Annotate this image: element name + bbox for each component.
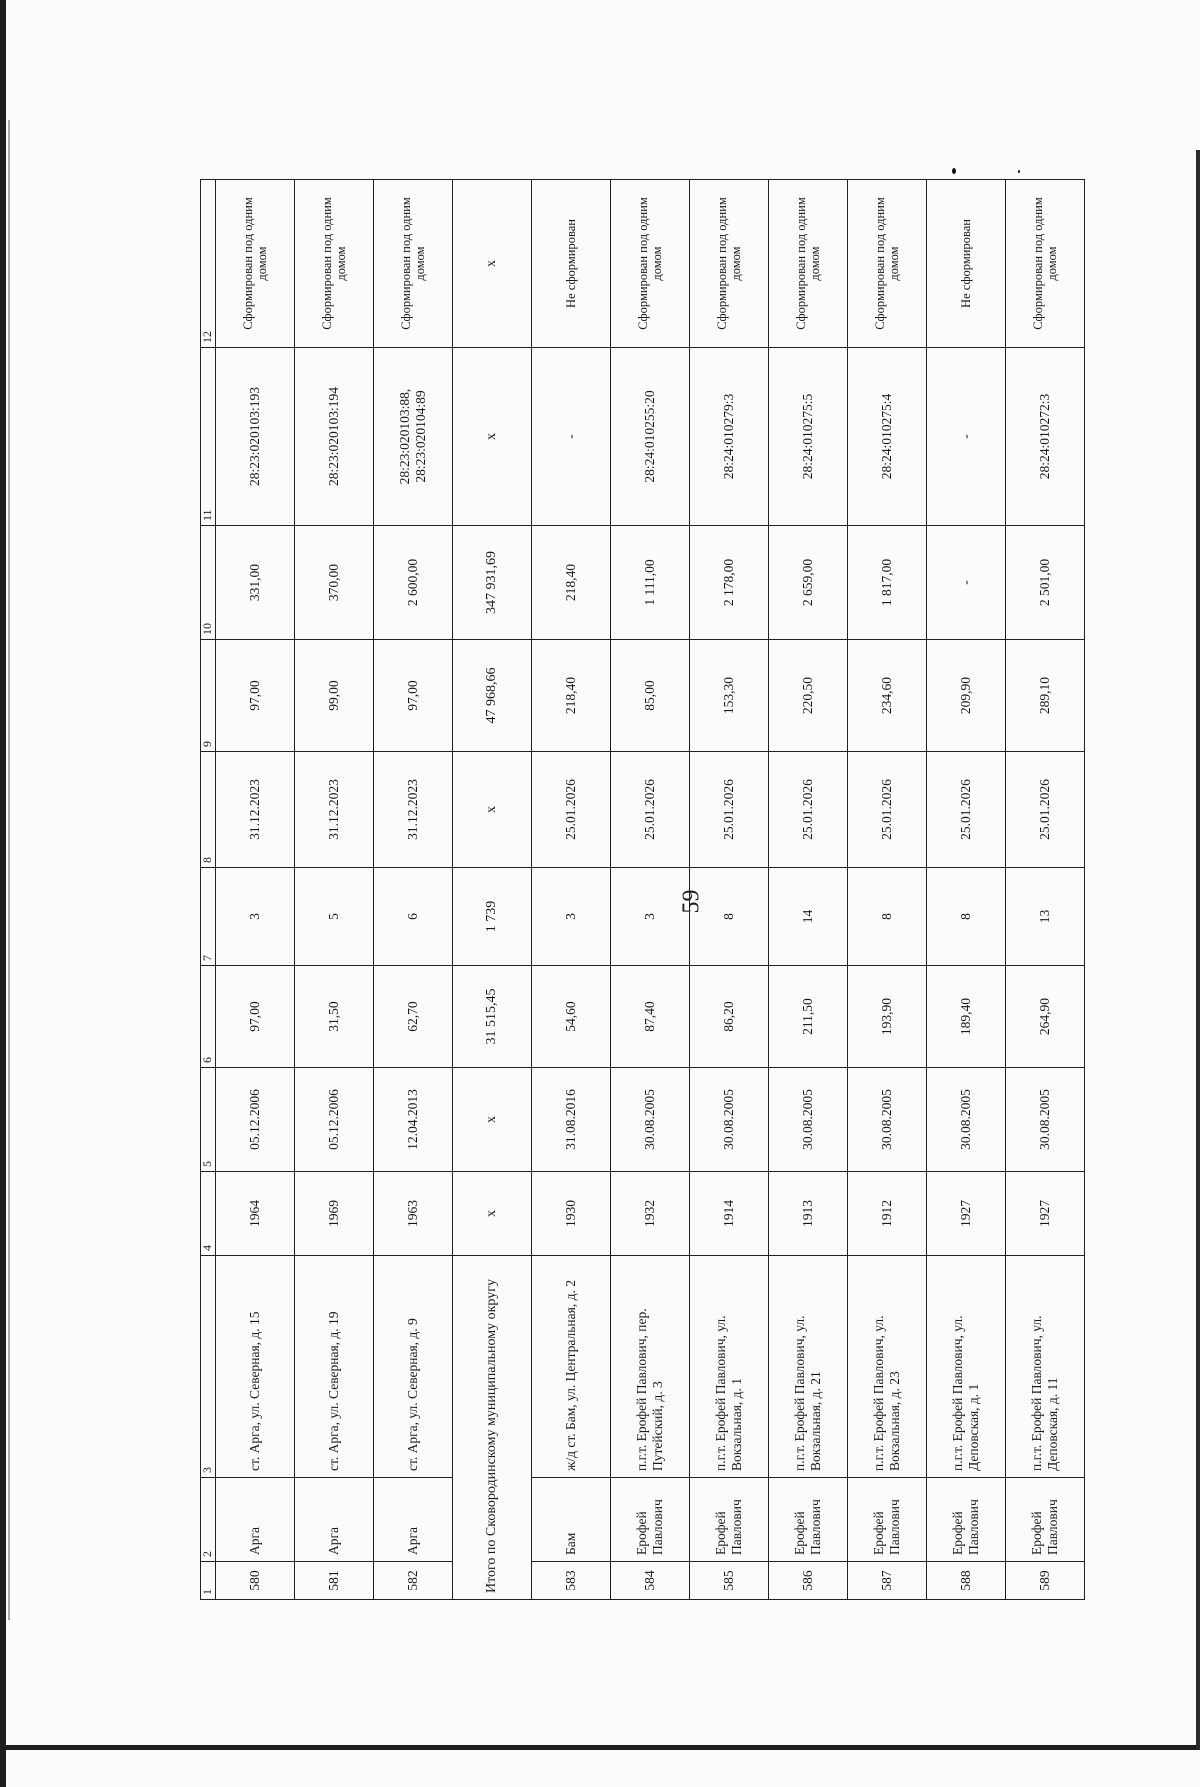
scan-speck — [952, 168, 956, 174]
table-row — [848, 180, 927, 1600]
total-label: Итого по Сковородинскому муниципальному округу — [453, 1256, 532, 1600]
area3-cell: - — [927, 526, 1006, 640]
cadastral-cell: x — [453, 348, 532, 526]
row-number: 588 — [927, 1562, 1006, 1600]
table-row — [927, 180, 1006, 1600]
residents-cell: 8 — [690, 868, 769, 966]
cadastral-cell: 28:24:010275:4 — [848, 348, 927, 526]
deadline-cell: 25.01.2026 — [532, 752, 611, 868]
area2-cell: 99,00 — [295, 640, 374, 752]
area3-cell: 2 178,00 — [690, 526, 769, 640]
column-number: 5 — [201, 1068, 216, 1172]
area-cell: 189,40 — [927, 966, 1006, 1068]
address-cell: п.г.т. Ерофей Павлович, ул. Деповская, д. 11 — [1006, 1256, 1085, 1478]
column-number: 4 — [201, 1172, 216, 1256]
column-number: 10 — [201, 526, 216, 640]
table-row — [216, 180, 295, 1600]
residents-cell: 1 739 — [453, 868, 532, 966]
residents-cell: 3 — [611, 868, 690, 966]
area2-cell: 85,00 — [611, 640, 690, 752]
locality-cell: Арга — [216, 1478, 295, 1562]
year-cell: 1964 — [216, 1172, 295, 1256]
scan-edge-left — [0, 0, 6, 1787]
locality-cell: Ерофей Павлович — [769, 1478, 848, 1562]
status-cell: Сформирован под одним домом — [769, 180, 848, 348]
deadline-cell: 25.01.2026 — [848, 752, 927, 868]
area-cell: 87,40 — [611, 966, 690, 1068]
locality-cell: Ерофей Павлович — [927, 1478, 1006, 1562]
area-cell: 86,20 — [690, 966, 769, 1068]
area-cell: 193,90 — [848, 966, 927, 1068]
address-cell: п.г.т. Ерофей Павлович, ул. Деповская, д. 1 — [927, 1256, 1006, 1478]
status-cell: Сформирован под одним домом — [295, 180, 374, 348]
locality-cell: Арга — [374, 1478, 453, 1562]
housing-table — [200, 179, 1085, 1600]
deadline-cell: 25.01.2026 — [1006, 752, 1085, 868]
rotated-table-container — [200, 180, 1080, 1600]
date-cell: 30.08.2005 — [690, 1068, 769, 1172]
status-cell: Сформирован под одним домом — [848, 180, 927, 348]
cadastral-cell: 28:24:010279:3 — [690, 348, 769, 526]
year-cell: 1927 — [1006, 1172, 1085, 1256]
table-row — [532, 180, 611, 1600]
year-cell: 1913 — [769, 1172, 848, 1256]
area3-cell: 2 659,00 — [769, 526, 848, 640]
deadline-cell: 25.01.2026 — [690, 752, 769, 868]
area2-cell: 234,60 — [848, 640, 927, 752]
column-number: 8 — [201, 752, 216, 868]
status-cell: Не сформирован — [532, 180, 611, 348]
residents-cell: 5 — [295, 868, 374, 966]
row-number: 585 — [690, 1562, 769, 1600]
table-row — [295, 180, 374, 1600]
column-number: 7 — [201, 868, 216, 966]
date-cell: 30.08.2005 — [848, 1068, 927, 1172]
area3-cell: 2 501,00 — [1006, 526, 1085, 640]
year-cell: 1930 — [532, 1172, 611, 1256]
address-cell: ст. Арга, ул. Северная, д. 19 — [295, 1256, 374, 1478]
address-cell: п.г.т. Ерофей Павлович, ул. Вокзальная, д. 23 — [848, 1256, 927, 1478]
area-cell: 264,90 — [1006, 966, 1085, 1068]
area-cell: 62,70 — [374, 966, 453, 1068]
status-cell: Сформирован под одним домом — [690, 180, 769, 348]
area2-cell: 97,00 — [216, 640, 295, 752]
column-number-row — [201, 180, 216, 1600]
locality-cell: Ерофей Павлович — [1006, 1478, 1085, 1562]
address-cell: ст. Арга, ул. Северная, д. 9 — [374, 1256, 453, 1478]
status-cell: Сформирован под одним домом — [216, 180, 295, 348]
date-cell: 12.04.2013 — [374, 1068, 453, 1172]
date-cell: 30.08.2005 — [611, 1068, 690, 1172]
area3-cell: 1 817,00 — [848, 526, 927, 640]
cadastral-cell: - — [532, 348, 611, 526]
date-cell: 05.12.2006 — [295, 1068, 374, 1172]
residents-cell: 8 — [927, 868, 1006, 966]
row-number: 586 — [769, 1562, 848, 1600]
deadline-cell: 25.01.2026 — [611, 752, 690, 868]
date-cell: 30.08.2005 — [927, 1068, 1006, 1172]
cadastral-cell: - — [927, 348, 1006, 526]
deadline-cell: 31.12.2023 — [216, 752, 295, 868]
row-number: 580 — [216, 1562, 295, 1600]
area2-cell: 209,90 — [927, 640, 1006, 752]
year-cell: x — [453, 1172, 532, 1256]
table-row — [690, 180, 769, 1600]
scan-edge-right — [1196, 150, 1200, 1750]
cadastral-cell: 28:23:020103:88, 28:23:020104:89 — [374, 348, 453, 526]
scan-speck — [1018, 170, 1020, 173]
table-row — [374, 180, 453, 1600]
deadline-cell: 25.01.2026 — [769, 752, 848, 868]
year-cell: 1932 — [611, 1172, 690, 1256]
cadastral-cell: 28:24:010275:5 — [769, 348, 848, 526]
total-row — [453, 180, 532, 1600]
date-cell: x — [453, 1068, 532, 1172]
deadline-cell: 31.12.2023 — [295, 752, 374, 868]
table-row — [1006, 180, 1085, 1600]
area2-cell: 47 968,66 — [453, 640, 532, 752]
area3-cell: 331,00 — [216, 526, 295, 640]
scan-edge-shadow — [8, 120, 10, 1620]
area3-cell: 1 111,00 — [611, 526, 690, 640]
address-cell: ж/д ст. Бам, ул. Центральная, д. 2 — [532, 1256, 611, 1478]
area-cell: 31 515,45 — [453, 966, 532, 1068]
area3-cell: 347 931,69 — [453, 526, 532, 640]
area-cell: 31,50 — [295, 966, 374, 1068]
residents-cell: 3 — [216, 868, 295, 966]
status-cell: x — [453, 180, 532, 348]
date-cell: 30.08.2005 — [1006, 1068, 1085, 1172]
area2-cell: 218,40 — [532, 640, 611, 752]
status-cell: Сформирован под одним домом — [374, 180, 453, 348]
row-number: 582 — [374, 1562, 453, 1600]
residents-cell: 8 — [848, 868, 927, 966]
address-cell: п.г.т. Ерофей Павлович, пер. Путейский, д. 3 — [611, 1256, 690, 1478]
column-number: 12 — [201, 180, 216, 348]
address-cell: п.г.т. Ерофей Павлович, ул. Вокзальная, д. 21 — [769, 1256, 848, 1478]
column-number: 6 — [201, 966, 216, 1068]
status-cell: Сформирован под одним домом — [611, 180, 690, 348]
date-cell: 31.08.2016 — [532, 1068, 611, 1172]
locality-cell: Ерофей Павлович — [848, 1478, 927, 1562]
deadline-cell: x — [453, 752, 532, 868]
residents-cell: 6 — [374, 868, 453, 966]
address-cell: п.г.т. Ерофей Павлович, ул. Вокзальная, д. 1 — [690, 1256, 769, 1478]
deadline-cell: 31.12.2023 — [374, 752, 453, 868]
locality-cell: Ерофей Павлович — [690, 1478, 769, 1562]
area-cell: 54,60 — [532, 966, 611, 1068]
row-number: 581 — [295, 1562, 374, 1600]
area2-cell: 220,50 — [769, 640, 848, 752]
row-number: 584 — [611, 1562, 690, 1600]
cadastral-cell: 28:23:020103:194 — [295, 348, 374, 526]
cadastral-cell: 28:23:020103:193 — [216, 348, 295, 526]
area3-cell: 370,00 — [295, 526, 374, 640]
year-cell: 1969 — [295, 1172, 374, 1256]
address-cell: ст. Арга, ул. Северная, д. 15 — [216, 1256, 295, 1478]
deadline-cell: 25.01.2026 — [927, 752, 1006, 868]
column-number: 1 — [201, 1562, 216, 1600]
row-number: 583 — [532, 1562, 611, 1600]
year-cell: 1914 — [690, 1172, 769, 1256]
locality-cell: Арга — [295, 1478, 374, 1562]
column-number: 2 — [201, 1478, 216, 1562]
date-cell: 30.08.2005 — [769, 1068, 848, 1172]
page-number: 59 — [678, 889, 705, 913]
area3-cell: 218,40 — [532, 526, 611, 640]
residents-cell: 14 — [769, 868, 848, 966]
locality-cell: Ерофей Павлович — [611, 1478, 690, 1562]
year-cell: 1963 — [374, 1172, 453, 1256]
area2-cell: 97,00 — [374, 640, 453, 752]
date-cell: 05.12.2006 — [216, 1068, 295, 1172]
residents-cell: 13 — [1006, 868, 1085, 966]
residents-cell: 3 — [532, 868, 611, 966]
cadastral-cell: 28:24:010255:20 — [611, 348, 690, 526]
area2-cell: 289,10 — [1006, 640, 1085, 752]
area-cell: 211,50 — [769, 966, 848, 1068]
row-number: 589 — [1006, 1562, 1085, 1600]
column-number: 9 — [201, 640, 216, 752]
table-row — [611, 180, 690, 1600]
locality-cell: Бам — [532, 1478, 611, 1562]
status-cell: Не сформирован — [927, 180, 1006, 348]
row-number: 587 — [848, 1562, 927, 1600]
table-row — [769, 180, 848, 1600]
area-cell: 97,00 — [216, 966, 295, 1068]
year-cell: 1912 — [848, 1172, 927, 1256]
year-cell: 1927 — [927, 1172, 1006, 1256]
scan-edge-bottom — [0, 1745, 1200, 1750]
column-number: 11 — [201, 348, 216, 526]
column-number: 3 — [201, 1256, 216, 1478]
cadastral-cell: 28:24:010272:3 — [1006, 348, 1085, 526]
area2-cell: 153,30 — [690, 640, 769, 752]
area3-cell: 2 600,00 — [374, 526, 453, 640]
status-cell: Сформирован под одним домом — [1006, 180, 1085, 348]
